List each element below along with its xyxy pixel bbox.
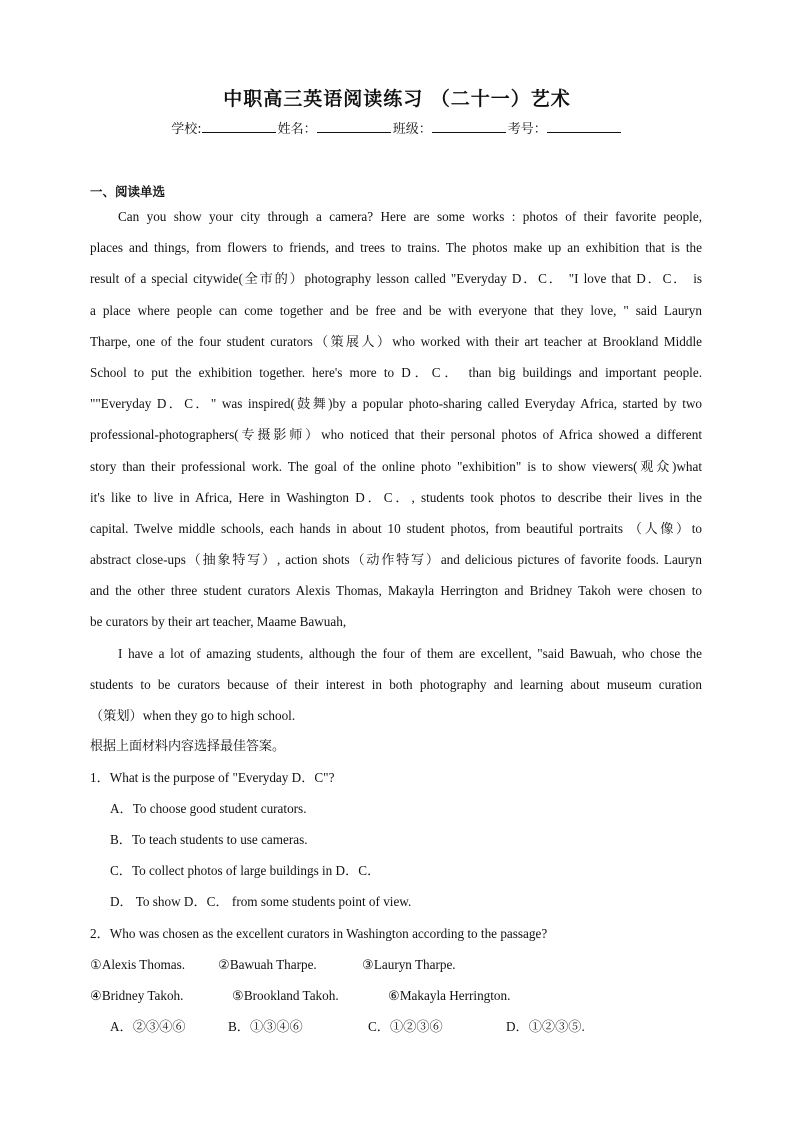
instruction-text: 根据上面材料内容选择最佳答案。 bbox=[90, 739, 286, 754]
page-title: 中职高三英语阅读练习 （二十一）艺术 bbox=[223, 88, 571, 110]
question-2-item: ⑥Makayla Herrington. bbox=[388, 988, 511, 1003]
reading-passage bbox=[90, 201, 702, 731]
passage-line: story than their professional work. The goal of the online photo "exhibition" is to show viewers(观众)what bbox=[90, 458, 702, 474]
name-label: 姓名： bbox=[277, 122, 317, 137]
question-2-item: ⑤Brookland Takoh. bbox=[232, 988, 339, 1003]
question-2-option-d[interactable]: D．①②③⑤. bbox=[506, 1019, 585, 1034]
question-2-option-b[interactable]: B．①③④⑥ bbox=[228, 1019, 303, 1034]
passage-line: Can you show your city through a camera? Here are some works : photos of their favorite people, bbox=[118, 209, 702, 224]
question-2-stem: 2．Who was chosen as the excellent curators in Washington according to the passage? bbox=[90, 926, 548, 941]
question-2-item: ④Bridney Takoh. bbox=[90, 988, 184, 1003]
question-2-item: ③Lauryn Tharpe. bbox=[362, 957, 456, 972]
name-blank[interactable] bbox=[317, 120, 391, 133]
passage-line: professional-photographers(专摄影师）who noticed that their personal photos of Africa showed a different bbox=[90, 427, 702, 443]
passage-line: ""Everyday D．C．" was inspired(鼓舞)by a popular photo-sharing called Everyday Africa, started by two bbox=[90, 396, 702, 412]
passage-line: a place where people can come together and be free and be with everyone that they love, " said Lauryn bbox=[90, 302, 702, 318]
passage-line: result of a special citywide(全市的）photography lesson called "Everyday D．C． "I love that D．C． is bbox=[90, 271, 702, 287]
school-blank[interactable] bbox=[202, 120, 276, 133]
question-2-item: ①Alexis Thomas. bbox=[90, 957, 186, 972]
class-blank[interactable] bbox=[432, 120, 506, 133]
question-1-option-a[interactable]: A．To choose good student curators. bbox=[110, 801, 307, 816]
question-2-option-a[interactable]: A．②③④⑥ bbox=[110, 1019, 186, 1034]
passage-line: （策划）when they go to high school. bbox=[90, 708, 296, 723]
exam-no-label: 考号： bbox=[507, 122, 547, 137]
passage-line: capital. Twelve middle schools, each hands in about 10 student photos, from beautiful portraits （人像）to bbox=[90, 520, 702, 536]
passage-line: places and things, from flowers to friends, and trees to trains. The photos make up an exhibition that is the bbox=[90, 240, 702, 256]
passage-line: School to put the exhibition together. here's more to D．C． than big buildings and important people. bbox=[90, 364, 702, 380]
passage-line: abstract close-ups（抽象特写）, action shots（动作特写）and delicious pictures of favorite foods. Lauryn bbox=[90, 552, 702, 568]
class-label: 班级： bbox=[392, 122, 432, 137]
section-heading: 一、阅读单选 bbox=[90, 184, 166, 199]
passage-line: Tharpe, one of the four student curators（策展人）who worked with their art teacher at Brookland Middle bbox=[90, 333, 702, 349]
passage-line: I have a lot of amazing students, although the four of them are excellent, "said Bawuah, who chose the bbox=[118, 645, 702, 661]
question-1-option-c[interactable]: C．To collect photos of large buildings in D．C． bbox=[110, 863, 381, 878]
question-2-item: ②Bawuah Tharpe. bbox=[218, 957, 317, 972]
question-1-option-d[interactable]: D． To show D．C． from some students point of view. bbox=[110, 894, 412, 909]
passage-line: it's like to live in Africa, Here in Washington D．C．, students took photos to describe their lives in the bbox=[90, 489, 702, 505]
school-label: 学校: bbox=[171, 122, 202, 137]
question-2-option-c[interactable]: C．①②③⑥ bbox=[368, 1019, 443, 1034]
passage-line: students to be curators because of their interest in both photography and learning about museum curation bbox=[90, 676, 702, 692]
passage-line: be curators by their art teacher, Maame Bawuah, bbox=[90, 614, 347, 630]
student-info-line bbox=[0, 118, 794, 137]
question-1-stem: 1．What is the purpose of "Everyday D．C"? bbox=[90, 770, 335, 785]
passage-line: and the other three student curators Alexis Thomas, Makayla Herrington and Bridney Takoh were chosen to bbox=[90, 583, 702, 599]
exam-no-blank[interactable] bbox=[547, 120, 621, 133]
question-1-option-b[interactable]: B．To teach students to use cameras. bbox=[110, 832, 308, 847]
